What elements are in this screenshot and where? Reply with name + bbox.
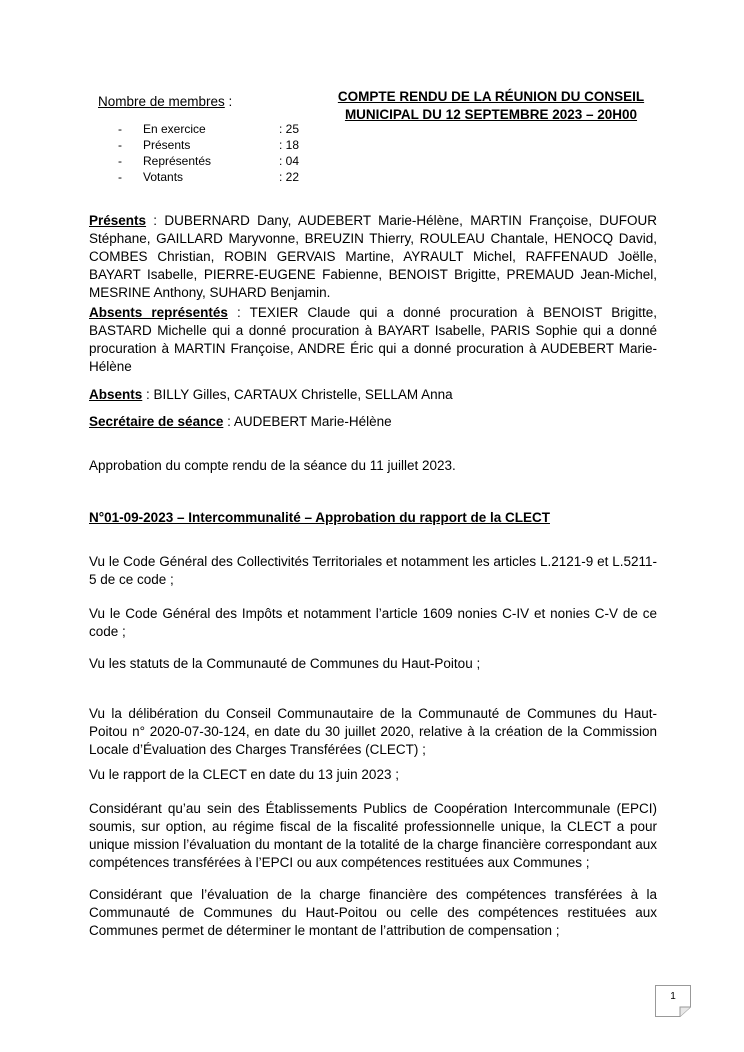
- page-number-box: [655, 985, 691, 1017]
- presents-label: Présents: [89, 213, 147, 228]
- absents-representes-label: Absents représentés: [89, 305, 228, 320]
- members-row-dash: -: [118, 170, 122, 184]
- members-row-label: Votants: [143, 170, 184, 184]
- body-paragraph: Vu le Code Général des Collectivités Territoriales et notamment les articles L.2121-9 et L.5211-5 de ce code ;: [89, 554, 657, 587]
- members-row-dash: -: [118, 122, 122, 136]
- members-heading-suffix: :: [224, 94, 233, 109]
- absents-representes-paragraph: [89, 304, 657, 376]
- body-paragraph: Vu le Code Général des Impôts et notamment l’article 1609 nonies C-IV et nonies C-V de ce code ;: [89, 606, 657, 639]
- members-row-label: En exercice: [143, 122, 206, 136]
- members-row-label: Présents: [143, 138, 191, 152]
- members-row-value: : 04: [279, 154, 300, 168]
- members-row: [118, 153, 319, 169]
- members-row-value: : 22: [279, 170, 300, 184]
- presents-paragraph: [89, 212, 657, 302]
- members-heading-label: Nombre de membres: [98, 94, 225, 109]
- absents-representes-text: : TEXIER Claude qui a donné procuration à BENOIST Brigitte, BASTARD Michelle qui a donné procuration à BAYART Isabelle, PARIS Sophie qui a donné procuration à MARTIN Françoise, ANDRE Éric qui a donné procuration à AUDEBERT Marie-Hélène: [89, 305, 657, 374]
- members-row-dash: -: [118, 154, 122, 168]
- secretaire-paragraph: [89, 413, 657, 431]
- body-paragraph: Considérant qu’au sein des Établissements Publics de Coopération Intercommunale (EPCI) soumis, sur option, au régime fiscal de la fiscalité professionnelle unique, la CLECT a pour unique mission l’évaluation du montant de la totalité de la charge financière correspondant aux compétences transférées à l’EPCI ou aux compétences restituées aux Communes ;: [89, 801, 657, 870]
- document-title: [326, 88, 656, 124]
- members-row: [118, 137, 319, 153]
- members-row-dash: -: [118, 138, 122, 152]
- members-row-value: : 25: [279, 122, 300, 136]
- body-paragraph: Vu la délibération du Conseil Communautaire de la Communauté de Communes du Haut-Poitou n° 2020-07-30-124, en date du 30 juillet 2020, relative à la création de la Commission Locale d’Évaluation des Charges Transférées (CLECT) ;: [89, 706, 657, 757]
- members-row-value: : 18: [279, 138, 300, 152]
- members-row-label: Représentés: [143, 154, 212, 168]
- members-list: [118, 121, 319, 185]
- document-title-line1: COMPTE RENDU DE LA RÉUNION DU CONSEIL: [337, 89, 645, 104]
- body-paragraph: Vu les statuts de la Communauté de Communes du Haut-Poitou ;: [89, 656, 481, 671]
- secretaire-label: Secrétaire de séance: [89, 414, 224, 429]
- presents-text: : DUBERNARD Dany, AUDEBERT Marie-Hélène, MARTIN Françoise, DUFOUR Stéphane, GAILLARD Maryvonne, BREUZIN Thierry, ROULEAU Chantale, HENOCQ David, COMBES Christian, ROBIN GERVAIS Martine, AYRAULT Michel, RAFFENAUD Joëlle, BAYART Isabelle, PIERRE-EUGENE Fabienne, BENOIST Brigitte, PREMAUD Jean-Michel, MESRINE Anthony, SUHARD Benjamin.: [89, 213, 657, 300]
- approbation-paragraph: Approbation du compte rendu de la séance du 11 juillet 2023.: [89, 458, 456, 473]
- body-paragraph: Considérant que l’évaluation de la charge financière des compétences transférées à la Communauté de Communes du Haut-Poitou ou celle des compétences restituées aux Communes permet de déterminer le montant de l’attribution de compensation ;: [89, 887, 657, 938]
- body-paragraph: Vu le rapport de la CLECT en date du 13 juin 2023 ;: [89, 767, 399, 782]
- absents-label: Absents: [89, 387, 143, 402]
- members-heading: [98, 94, 232, 109]
- members-row: [118, 169, 319, 185]
- secretaire-text: : AUDEBERT Marie-Hélène: [223, 414, 392, 429]
- absents-paragraph: [89, 386, 657, 404]
- page-number: 1: [670, 991, 676, 1002]
- deliberation-title: N°01-09-2023 – Intercommunalité – Approbation du rapport de la CLECT: [89, 510, 550, 525]
- members-row: [118, 121, 319, 137]
- absents-text: : BILLY Gilles, CARTAUX Christelle, SELLAM Anna: [142, 387, 453, 402]
- document-title-line2: MUNICIPAL DU 12 SEPTEMBRE 2023 – 20H00: [344, 107, 638, 122]
